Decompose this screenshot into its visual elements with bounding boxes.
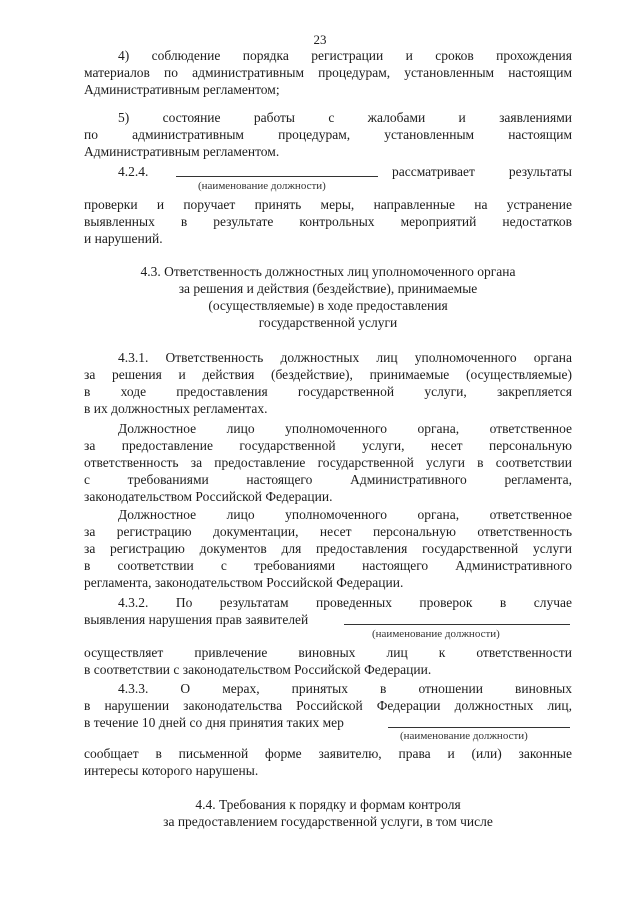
item-4-line-1: 4) соблюдение порядка регистрации и сроков прохождения [118,48,572,63]
item-5-line-2: по административным процедурам, установленным настоящим [84,127,572,142]
section-4-2-4-line-2: проверки и поручает принять меры, направленные на устранение [84,197,572,212]
section-4-3-2-line-2: выявления нарушения прав заявителей [84,612,309,627]
section-4-2-4-line-4: и нарушений. [84,231,163,246]
official-para-1-line-4: с требованиями настоящего Административного регламента, [84,472,572,487]
official-para-2-line-3: за регистрацию документов для предоставления государственной услуги [84,541,572,556]
section-4-3-2-line-1: 4.3.2. По результатам проведенных проверок в случае [118,595,572,610]
heading-4-4-line-2: за предоставлением государственной услуги, в том числе [163,814,493,829]
item-5-line-1: 5) состояние работы с жалобами и заявлениями [118,110,572,125]
item-5-line-3: Административным регламентом. [84,144,280,159]
section-4-3-3-line-2: в нарушении законодательства Российской Федерации должностных лиц, [84,698,572,713]
position-caption-3: (наименование должности) [400,730,528,742]
official-para-1-line-5: законодательством Российской Федерации. [84,489,333,504]
item-4-line-2: материалов по административным процедурам, установленным настоящим [84,65,572,80]
position-caption-2: (наименование должности) [372,628,500,640]
position-blank-line-2 [344,624,570,625]
position-blank-line-3 [388,727,570,728]
section-4-2-4-number: 4.2.4. [118,164,149,179]
heading-4-3-line-2: за решения и действия (бездействие), принимаемые [178,281,478,296]
position-caption: (наименование должности) [198,180,326,192]
section-4-3-1-line-1: 4.3.1. Ответственность должностных лиц уполномоченного органа [118,350,572,365]
section-4-3-2-line-3: осуществляет привлечение виновных лиц к ответственности [84,645,572,660]
section-4-3-3-line-1: 4.3.3. О мерах, принятых в отношении виновных [118,681,572,696]
position-blank-line [176,176,378,177]
section-4-3-1-line-2: за решения и действия (бездействие), принимаемые (осуществляемые) [84,367,572,382]
section-4-3-3-line-3: в течение 10 дней со дня принятия таких мер [84,715,344,730]
section-4-2-4-line-3: выявленных в результате контрольных мероприятий недостатков [84,214,572,229]
official-para-2-line-1: Должностное лицо уполномоченного органа, ответственное [118,507,572,522]
section-4-3-3-line-4: сообщает в письменной форме заявителю, права и (или) законные [84,746,572,761]
section-4-3-3-line-5: интересы которого нарушены. [84,763,259,778]
heading-4-3-line-4: государственной услуги [258,315,398,330]
official-para-2-line-5: регламента, законодательством Российской Федерации. [84,575,404,590]
official-para-1-line-2: за предоставление государственной услуги, несет персональную [84,438,572,453]
section-4-3-1-line-3: в ходе предоставления государственной услуги, закрепляется [84,384,572,399]
section-4-3-1-line-4: в их должностных регламентах. [84,401,268,416]
heading-4-3-line-1: 4.3. Ответственность должностных лиц уполномоченного органа [140,264,516,279]
section-4-3-2-line-4: в соответствии с законодательством Российской Федерации. [84,662,432,677]
official-para-1-line-1: Должностное лицо уполномоченного органа, ответственное [118,421,572,436]
official-para-1-line-3: ответственность за предоставление государственной услуги в соответствии [84,455,572,470]
official-para-2-line-2: за регистрацию документации, несет персональную ответственность [84,524,572,539]
heading-4-3-line-3: (осуществляемые) в ходе предоставления [208,298,448,313]
section-4-2-4-verb: рассматривает результаты [392,164,572,179]
heading-4-4-line-1: 4.4. Требования к порядку и формам контроля [195,797,461,812]
page-number: 23 [313,32,327,47]
item-4-line-3: Административным регламентом; [84,82,280,97]
official-para-2-line-4: в соответствии с требованиями настоящего Административного [84,558,572,573]
